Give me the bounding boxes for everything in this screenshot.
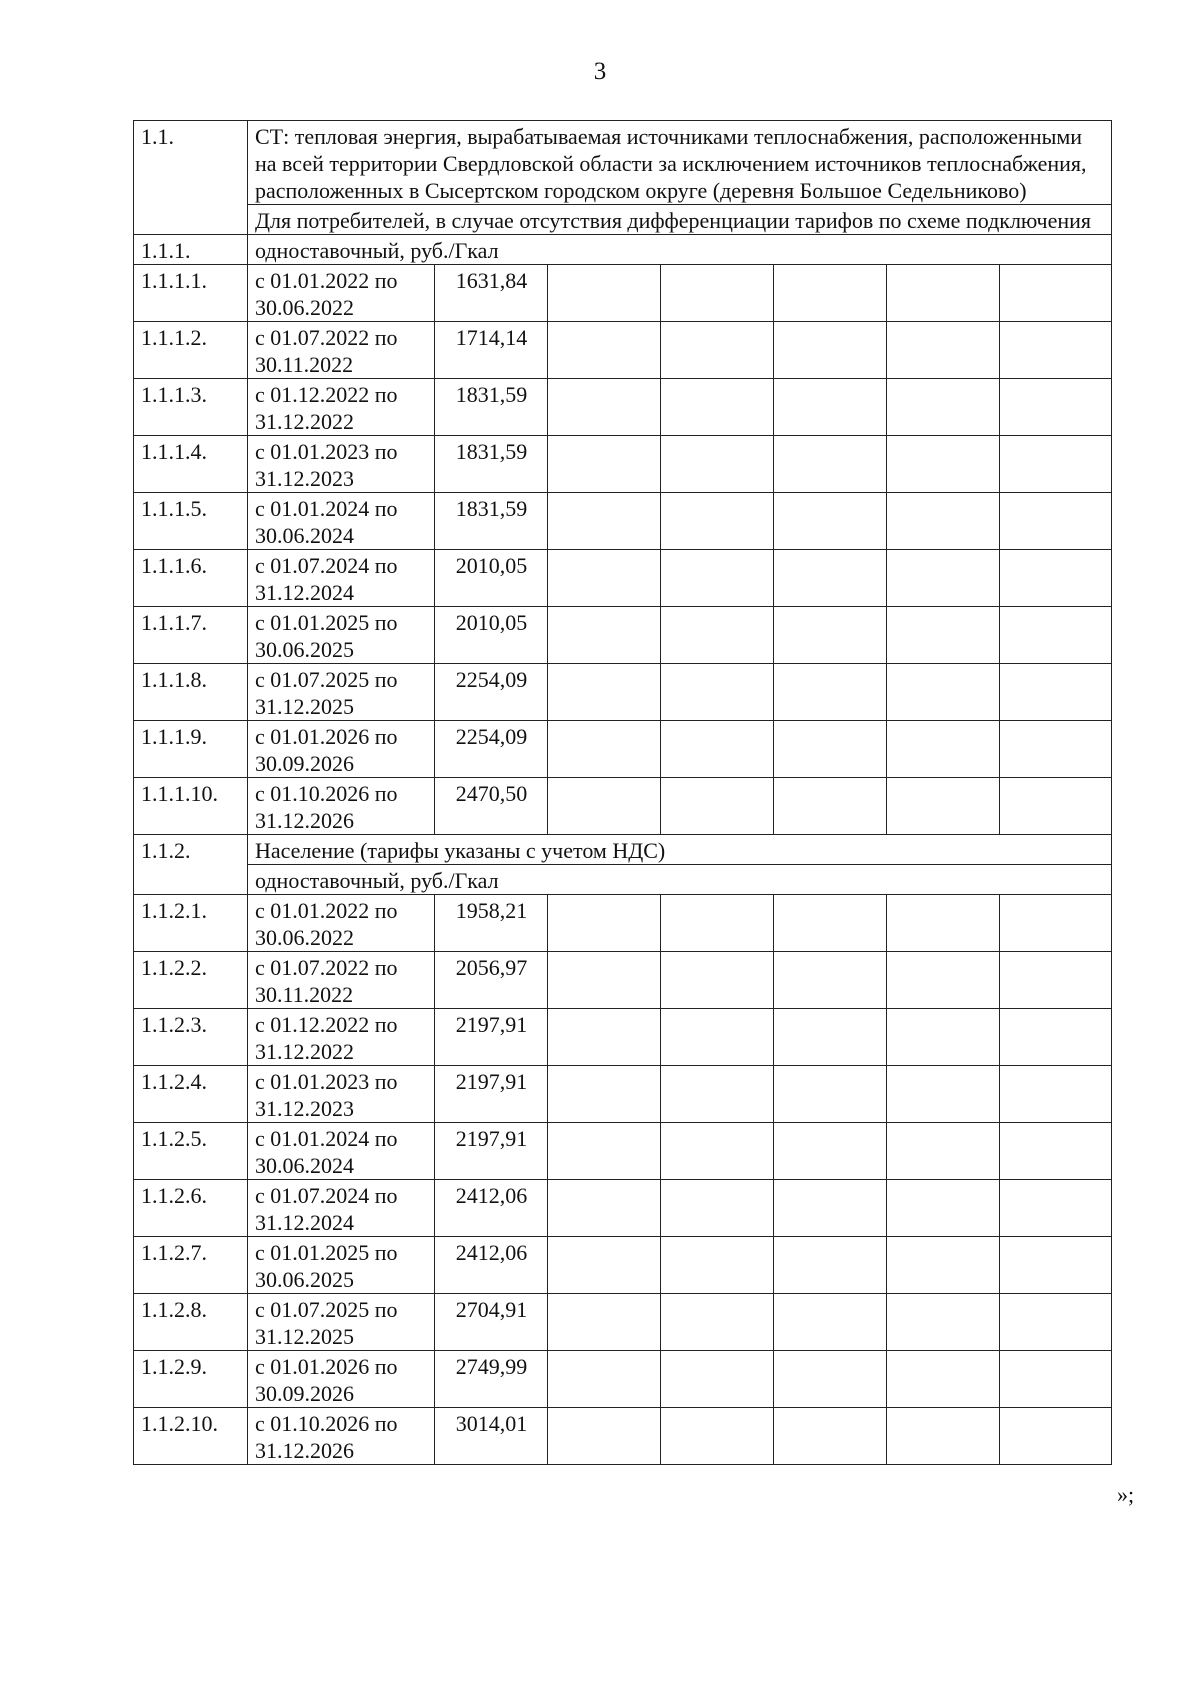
empty-cell [661,1237,774,1294]
empty-cell [887,664,1000,721]
group-code: 1.1.2. [134,835,248,895]
empty-cell [1000,1180,1112,1237]
empty-cell [774,1351,887,1408]
empty-cell [774,1408,887,1465]
row-code: 1.1.1.8. [134,664,248,721]
row-value: 1714,14 [435,322,548,379]
row-period: с 01.07.2022 по 30.11.2022 [248,322,435,379]
empty-cell [1000,379,1112,436]
row-period: с 01.01.2022 по 30.06.2022 [248,895,435,952]
empty-cell [1000,1009,1112,1066]
empty-cell [1000,493,1112,550]
empty-cell [887,436,1000,493]
empty-cell [887,1351,1000,1408]
empty-cell [887,895,1000,952]
closing-quote: »; [1117,1482,1135,1507]
empty-cell [887,1180,1000,1237]
table-row [134,1123,1112,1180]
group-title: Население (тарифы указаны с учетом НДС) [248,835,1112,865]
table-row [134,1408,1112,1465]
empty-cell [774,607,887,664]
empty-cell [1000,1237,1112,1294]
empty-cell [548,952,661,1009]
empty-cell [548,1009,661,1066]
group-label: одноставочный, руб./Гкал [248,865,1112,895]
empty-cell [774,952,887,1009]
empty-cell [1000,664,1112,721]
row-period: с 01.07.2022 по 30.11.2022 [248,952,435,1009]
row-value: 1831,59 [435,493,548,550]
empty-cell [1000,1408,1112,1465]
empty-cell [548,493,661,550]
table-row [134,952,1112,1009]
empty-cell [774,895,887,952]
row-value: 2254,09 [435,721,548,778]
row-code: 1.1.1.9. [134,721,248,778]
row-value: 2412,06 [435,1237,548,1294]
empty-cell [1000,778,1112,835]
table-row [134,1351,1112,1408]
empty-cell [661,379,774,436]
table-row [134,379,1112,436]
consumers-note: Для потребителей, в случае отсутствия дифференциации тарифов по схеме подключения [248,205,1112,235]
row-period: с 01.07.2024 по 31.12.2024 [248,550,435,607]
empty-cell [661,322,774,379]
row-value: 1831,59 [435,379,548,436]
empty-cell [774,1237,887,1294]
empty-cell [661,952,774,1009]
empty-cell [548,436,661,493]
row-code: 1.1.1.6. [134,550,248,607]
section-code: 1.1. [134,121,248,235]
row-code: 1.1.1.4. [134,436,248,493]
table-row [134,1294,1112,1351]
empty-cell [887,1066,1000,1123]
row-period: с 01.01.2024 по 30.06.2024 [248,1123,435,1180]
table-row [134,778,1112,835]
empty-cell [1000,1123,1112,1180]
empty-cell [548,1237,661,1294]
empty-cell [1000,1066,1112,1123]
empty-cell [548,379,661,436]
empty-cell [661,493,774,550]
empty-cell [661,778,774,835]
table-row [134,265,1112,322]
group-header-row [134,835,1112,865]
table-row [134,1066,1112,1123]
empty-cell [887,322,1000,379]
empty-cell [887,550,1000,607]
empty-cell [548,265,661,322]
empty-cell [1000,895,1112,952]
empty-cell [887,1009,1000,1066]
group-label: одноставочный, руб./Гкал [248,235,1112,265]
row-code: 1.1.1.2. [134,322,248,379]
row-value: 3014,01 [435,1408,548,1465]
row-code: 1.1.2.7. [134,1237,248,1294]
group-header-row [134,235,1112,265]
row-period: с 01.01.2025 по 30.06.2025 [248,1237,435,1294]
empty-cell [774,1180,887,1237]
row-value: 1958,21 [435,895,548,952]
row-code: 1.1.2.1. [134,895,248,952]
table-row [134,550,1112,607]
empty-cell [887,379,1000,436]
row-value: 2254,09 [435,664,548,721]
empty-cell [661,436,774,493]
empty-cell [661,550,774,607]
empty-cell [774,550,887,607]
row-period: с 01.07.2025 по 31.12.2025 [248,664,435,721]
row-period: с 01.01.2022 по 30.06.2022 [248,265,435,322]
empty-cell [774,265,887,322]
row-period: с 01.07.2024 по 31.12.2024 [248,1180,435,1237]
empty-cell [661,1294,774,1351]
empty-cell [774,493,887,550]
row-value: 2056,97 [435,952,548,1009]
row-value: 2749,99 [435,1351,548,1408]
empty-cell [661,721,774,778]
empty-cell [661,895,774,952]
empty-cell [548,895,661,952]
empty-cell [887,1123,1000,1180]
row-period: с 01.01.2026 по 30.09.2026 [248,721,435,778]
empty-cell [548,778,661,835]
empty-cell [1000,322,1112,379]
empty-cell [661,664,774,721]
row-code: 1.1.1.1. [134,265,248,322]
empty-cell [661,1066,774,1123]
row-period: с 01.01.2025 по 30.06.2025 [248,607,435,664]
table-row [134,607,1112,664]
empty-cell [887,607,1000,664]
row-code: 1.1.2.2. [134,952,248,1009]
row-code: 1.1.1.5. [134,493,248,550]
row-code: 1.1.2.3. [134,1009,248,1066]
table-row [134,1237,1112,1294]
table-row [134,1180,1112,1237]
empty-cell [774,721,887,778]
group-code: 1.1.1. [134,235,248,265]
row-code: 1.1.2.5. [134,1123,248,1180]
empty-cell [548,1294,661,1351]
section-row [134,121,1112,205]
row-period: с 01.12.2022 по 31.12.2022 [248,379,435,436]
empty-cell [1000,265,1112,322]
empty-cell [1000,550,1112,607]
row-code: 1.1.1.10. [134,778,248,835]
empty-cell [548,550,661,607]
empty-cell [774,322,887,379]
row-code: 1.1.2.8. [134,1294,248,1351]
empty-cell [887,1408,1000,1465]
empty-cell [887,778,1000,835]
row-code: 1.1.1.7. [134,607,248,664]
empty-cell [661,1123,774,1180]
row-value: 1631,84 [435,265,548,322]
table-row [134,721,1112,778]
empty-cell [774,379,887,436]
empty-cell [548,721,661,778]
row-value: 2470,50 [435,778,548,835]
empty-cell [774,778,887,835]
row-value: 2412,06 [435,1180,548,1237]
row-value: 1831,59 [435,436,548,493]
empty-cell [774,1009,887,1066]
row-period: с 01.01.2023 по 31.12.2023 [248,1066,435,1123]
empty-cell [661,1009,774,1066]
row-period: с 01.07.2025 по 31.12.2025 [248,1294,435,1351]
empty-cell [887,265,1000,322]
row-code: 1.1.1.3. [134,379,248,436]
row-value: 2197,91 [435,1009,548,1066]
row-period: с 01.10.2026 по 31.12.2026 [248,778,435,835]
table-row [134,1009,1112,1066]
empty-cell [661,1180,774,1237]
row-value: 2197,91 [435,1123,548,1180]
row-period: с 01.01.2023 по 31.12.2023 [248,436,435,493]
empty-cell [1000,721,1112,778]
empty-cell [548,1408,661,1465]
row-value: 2010,05 [435,550,548,607]
row-code: 1.1.2.10. [134,1408,248,1465]
empty-cell [548,322,661,379]
empty-cell [1000,1294,1112,1351]
empty-cell [774,1066,887,1123]
empty-cell [548,664,661,721]
empty-cell [548,1351,661,1408]
row-value: 2704,91 [435,1294,548,1351]
empty-cell [548,1180,661,1237]
empty-cell [774,664,887,721]
empty-cell [774,1123,887,1180]
empty-cell [887,1294,1000,1351]
empty-cell [548,1066,661,1123]
row-period: с 01.01.2026 по 30.09.2026 [248,1351,435,1408]
row-code: 1.1.2.9. [134,1351,248,1408]
section-title: СТ: тепловая энергия, вырабатываемая источниками теплоснабжения, расположенными на всей территории Свердловской области за исключением источников теплоснабжения, расположенных в Сысертском городском округе (деревня Большое Седельниково) [248,121,1112,205]
row-period: с 01.10.2026 по 31.12.2026 [248,1408,435,1465]
empty-cell [1000,952,1112,1009]
empty-cell [661,1408,774,1465]
empty-cell [548,1123,661,1180]
table-row [134,895,1112,952]
row-value: 2197,91 [435,1066,548,1123]
empty-cell [661,607,774,664]
empty-cell [887,1237,1000,1294]
row-value: 2010,05 [435,607,548,664]
empty-cell [548,607,661,664]
table-row [134,664,1112,721]
table-row [134,493,1112,550]
empty-cell [887,952,1000,1009]
row-period: с 01.12.2022 по 31.12.2022 [248,1009,435,1066]
empty-cell [887,721,1000,778]
empty-cell [1000,607,1112,664]
row-code: 1.1.2.6. [134,1180,248,1237]
table-row [134,436,1112,493]
row-code: 1.1.2.4. [134,1066,248,1123]
row-period: с 01.01.2024 по 30.06.2024 [248,493,435,550]
empty-cell [887,493,1000,550]
empty-cell [774,436,887,493]
empty-cell [661,1351,774,1408]
empty-cell [774,1294,887,1351]
empty-cell [1000,1351,1112,1408]
tariff-table [133,120,1112,1465]
table-row [134,322,1112,379]
empty-cell [1000,436,1112,493]
consumers-note-row [134,205,1112,235]
group-label-row [134,865,1112,895]
empty-cell [661,265,774,322]
page-number: 3 [593,58,607,85]
